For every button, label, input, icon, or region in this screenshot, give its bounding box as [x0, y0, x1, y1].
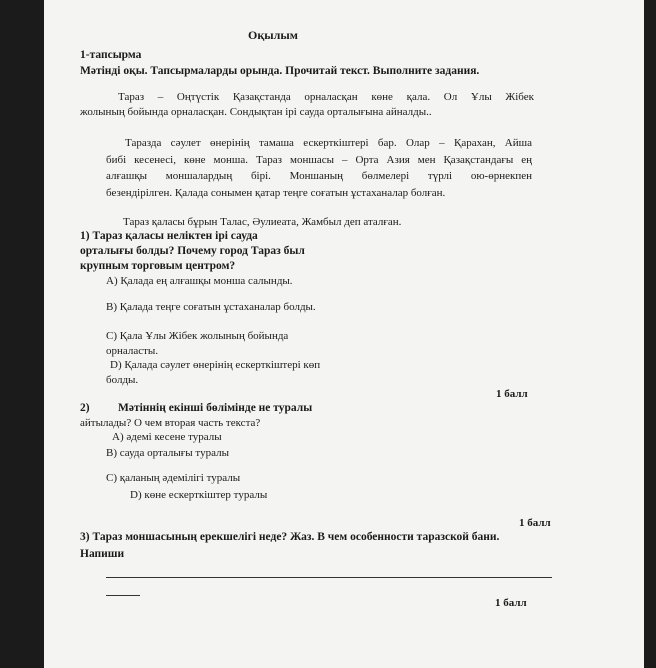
task-label: 1-тапсырма: [80, 49, 142, 61]
text-p1-line1: Тараз – Оңтүстік Қазақстанда орналасқан көне қала. Ол Ұлы Жібек: [118, 91, 534, 103]
text-p1-line2: жолының бойында орналасқан. Сондықтан ірі сауда орталығына айналды..: [80, 106, 432, 118]
q1-option-c-line1: С) Қала Ұлы Жібек жолының бойында: [106, 330, 289, 342]
q1-option-c-line2: орналасты.: [106, 345, 159, 357]
answer-line-1: [106, 577, 552, 578]
page-title: Оқылым: [248, 28, 298, 42]
q2-points: 1 балл: [519, 517, 551, 529]
task-instruction: Мәтінді оқы. Тапсырмаларды орында. Прочитай текст. Выполните задания.: [80, 65, 480, 77]
text-p2-line2: бибі кесенесі, көне монша. Тараз моншасы – Орта Азия мен Қазақстандағы ең: [106, 154, 532, 166]
q2-option-d: D) көне ескерткіштер туралы: [130, 489, 268, 501]
q2-option-b: В) сауда орталығы туралы: [106, 447, 229, 459]
q2-number: 2): [80, 402, 90, 414]
q1-option-d-line1: D) Қалада сәулет өнерінің ескерткіштері көп: [110, 359, 321, 371]
q2-option-c: С) қаланың әдемілігі туралы: [106, 472, 241, 484]
q2-question-line2: айтылады? О чем вторая часть текста?: [80, 417, 261, 429]
q1-question-line2: орталығы болды? Почему город Тараз был: [80, 245, 305, 257]
q3-question: 3) Тараз моншасының ерекшелігі неде? Жаз. В чем особенности таразской бани.: [80, 531, 500, 543]
text-p3: Тараз қаласы бұрын Талас, Әулиеата, Жамбыл деп аталған.: [123, 216, 402, 228]
text-p2-line3: алғашқы моншалардың бірі. Моншаның бөлмелері түрлі ою-өрнекпен: [106, 170, 532, 182]
answer-line-2: [106, 595, 140, 596]
text-p2-line4: безендірілген. Қалада сонымен қатар теңге соғатын ұстаханалар болған.: [106, 187, 446, 199]
q3-question-cont: Напиши: [80, 548, 125, 560]
q2-question-line1: Мәтіннің екінші бөлімінде не туралы: [118, 402, 313, 414]
q3-points: 1 балл: [495, 597, 527, 609]
q2-option-a: А) әдемі кесене туралы: [112, 431, 222, 443]
text-p2-line1: Таразда сәулет өнерінің тамаша ескерткіштері бар. Олар – Қарахан, Айша: [125, 137, 532, 149]
q1-option-d-line2: болды.: [106, 374, 139, 386]
q1-points: 1 балл: [496, 388, 528, 400]
q1-option-b: В) Қалада теңге соғатын ұстаханалар болды.: [106, 301, 316, 313]
q1-option-a: А) Қалада ең алғашқы монша салынды.: [106, 275, 293, 287]
q1-question-line3: крупным торговым центром?: [80, 260, 236, 272]
q1-question-line1: 1) Тараз қаласы неліктен ірі сауда: [80, 230, 258, 242]
